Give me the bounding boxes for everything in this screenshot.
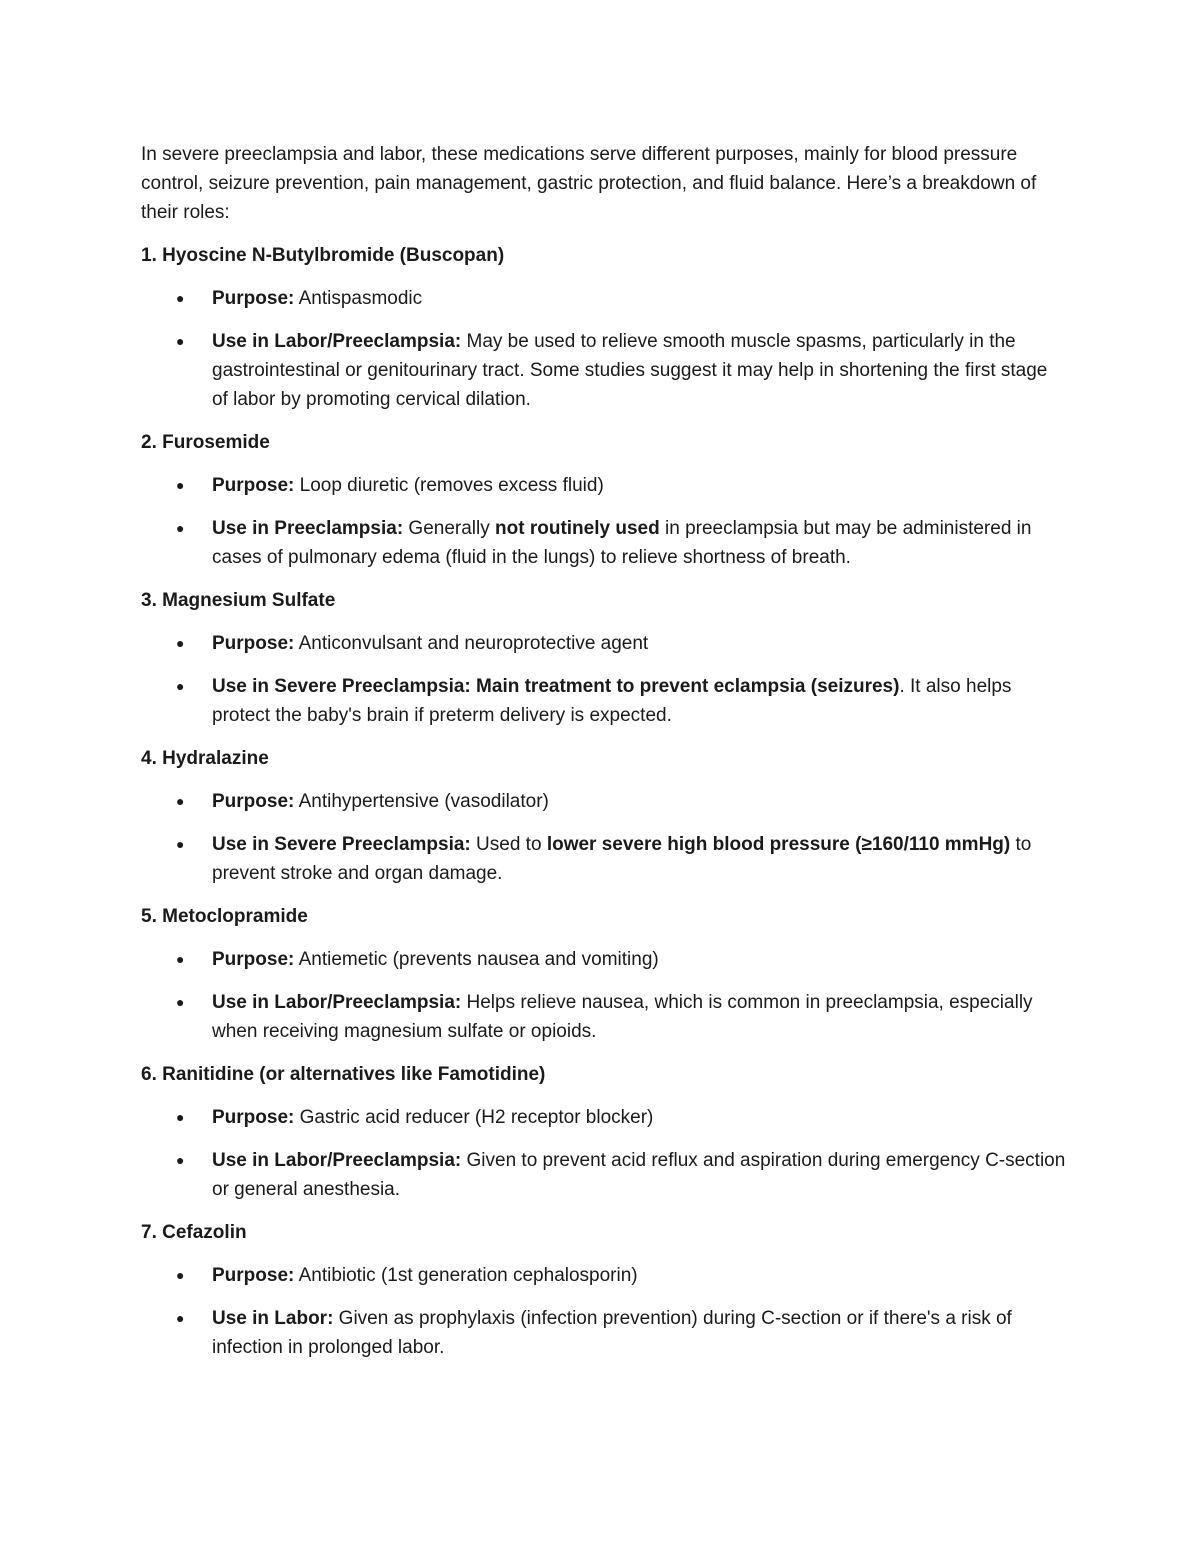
list-item	[141, 830, 1066, 888]
list-item	[141, 514, 1066, 572]
medication-section	[141, 902, 1066, 1046]
section-heading: 5. Metoclopramide	[141, 906, 308, 927]
bold-text: Use in Severe Preeclampsia:	[212, 834, 471, 855]
text: Loop diuretic (removes excess fluid)	[294, 475, 604, 496]
text: . It also helps protect the baby's brain if preterm delivery is expected.	[212, 676, 1012, 726]
list-item	[141, 629, 1066, 658]
text: May be used to relieve smooth muscle spasms, particularly in the gastrointestinal or genitourinary tract. Some studies suggest it may help in shortening the first stage of labor by promoting cervical dilation.	[212, 331, 1048, 410]
text: Given as prophylaxis (infection prevention) during C-section or if there's a risk of infection in prolonged labor.	[212, 1308, 1012, 1358]
bold-text: Purpose:	[212, 791, 295, 812]
bullet-icon: ●	[176, 477, 185, 493]
bullet-list	[141, 1103, 1066, 1204]
text: Given to prevent acid reflux and aspiration during emergency C-section or general anesthesia.	[212, 1150, 1066, 1200]
text: to prevent stroke and organ damage.	[212, 834, 1032, 884]
text: Antihypertensive (vasodilator)	[294, 791, 549, 812]
bullet-icon: ●	[176, 1152, 185, 1168]
list-item	[141, 1304, 1066, 1362]
medication-section	[141, 1060, 1066, 1204]
medication-section	[141, 241, 1066, 414]
document-page	[141, 140, 1066, 1376]
bullet-list	[141, 945, 1066, 1046]
medication-section	[141, 1218, 1066, 1362]
section-heading: 2. Furosemide	[141, 432, 270, 453]
bullet-icon: ●	[176, 793, 185, 809]
bullet-icon: ●	[176, 1310, 185, 1326]
text: Antiemetic (prevents nausea and vomiting)	[294, 949, 659, 970]
bullet-list	[141, 471, 1066, 572]
bullet-icon: ●	[176, 951, 185, 967]
bold-text: Purpose:	[212, 1265, 295, 1286]
list-item	[141, 945, 1066, 974]
bold-text: lower severe high blood pressure (≥160/110 mmHg)	[546, 834, 1011, 855]
text: Antispasmodic	[294, 288, 423, 309]
bold-text: Use in Labor/Preeclampsia:	[212, 1150, 462, 1171]
bullet-list	[141, 284, 1066, 414]
list-item	[141, 1261, 1066, 1290]
list-item	[141, 672, 1066, 730]
bold-text: Purpose:	[212, 1107, 295, 1128]
bold-text: Purpose:	[212, 288, 295, 309]
list-item	[141, 988, 1066, 1046]
bold-text: Use in Preeclampsia:	[212, 518, 404, 539]
bold-text: Purpose:	[212, 633, 295, 654]
medication-section	[141, 744, 1066, 888]
list-item	[141, 1103, 1066, 1132]
bold-text: Main treatment to prevent eclampsia (seizures)	[476, 676, 900, 697]
medication-section	[141, 586, 1066, 730]
bullet-icon: ●	[176, 290, 185, 306]
text: Antibiotic (1st generation cephalosporin)	[294, 1265, 638, 1286]
section-heading: 1. Hyoscine N-Butylbromide (Buscopan)	[141, 245, 505, 266]
section-heading: 3. Magnesium Sulfate	[141, 590, 336, 611]
list-item	[141, 471, 1066, 500]
bold-text: Purpose:	[212, 475, 295, 496]
bold-text: not routinely used	[495, 518, 660, 539]
text: in preeclampsia but may be administered in cases of pulmonary edema (fluid in the lungs) to relieve shortness of breath.	[212, 518, 1032, 568]
text: Helps relieve nausea, which is common in preeclampsia, especially when receiving magnesium sulfate or opioids.	[212, 992, 1033, 1042]
bold-text: Purpose:	[212, 949, 295, 970]
bullet-icon: ●	[176, 635, 185, 651]
bold-text: Use in Labor/Preeclampsia:	[212, 992, 462, 1013]
bullet-icon: ●	[176, 333, 185, 349]
bullet-list	[141, 787, 1066, 888]
bullet-list	[141, 1261, 1066, 1362]
section-heading: 4. Hydralazine	[141, 748, 269, 769]
bullet-icon: ●	[176, 836, 185, 852]
bold-text: Use in Labor:	[212, 1308, 334, 1329]
section-heading: 6. Ranitidine (or alternatives like Famotidine)	[141, 1064, 546, 1085]
bullet-icon: ●	[176, 678, 185, 694]
bullet-icon: ●	[176, 1109, 185, 1125]
list-item	[141, 1146, 1066, 1204]
bullet-list	[141, 629, 1066, 730]
text: Anticonvulsant and neuroprotective agent	[294, 633, 649, 654]
text: Generally	[403, 518, 496, 539]
bold-text: Use in Severe Preeclampsia:	[212, 676, 471, 697]
medication-sections	[141, 241, 1066, 1362]
intro-paragraph: In severe preeclampsia and labor, these medications serve different purposes, mainly for blood pressure control, seizure prevention, pain management, gastric protection, and fluid balance. Here’s a breakdown of their roles:	[141, 144, 1037, 223]
list-item	[141, 327, 1066, 414]
text: Gastric acid reducer (H2 receptor blocker)	[294, 1107, 654, 1128]
bullet-icon: ●	[176, 520, 185, 536]
bold-text: Use in Labor/Preeclampsia:	[212, 331, 462, 352]
list-item	[141, 284, 1066, 313]
text: Used to	[470, 834, 547, 855]
medication-section	[141, 428, 1066, 572]
bullet-icon: ●	[176, 1267, 185, 1283]
list-item	[141, 787, 1066, 816]
section-heading: 7. Cefazolin	[141, 1222, 247, 1243]
bullet-icon: ●	[176, 994, 185, 1010]
